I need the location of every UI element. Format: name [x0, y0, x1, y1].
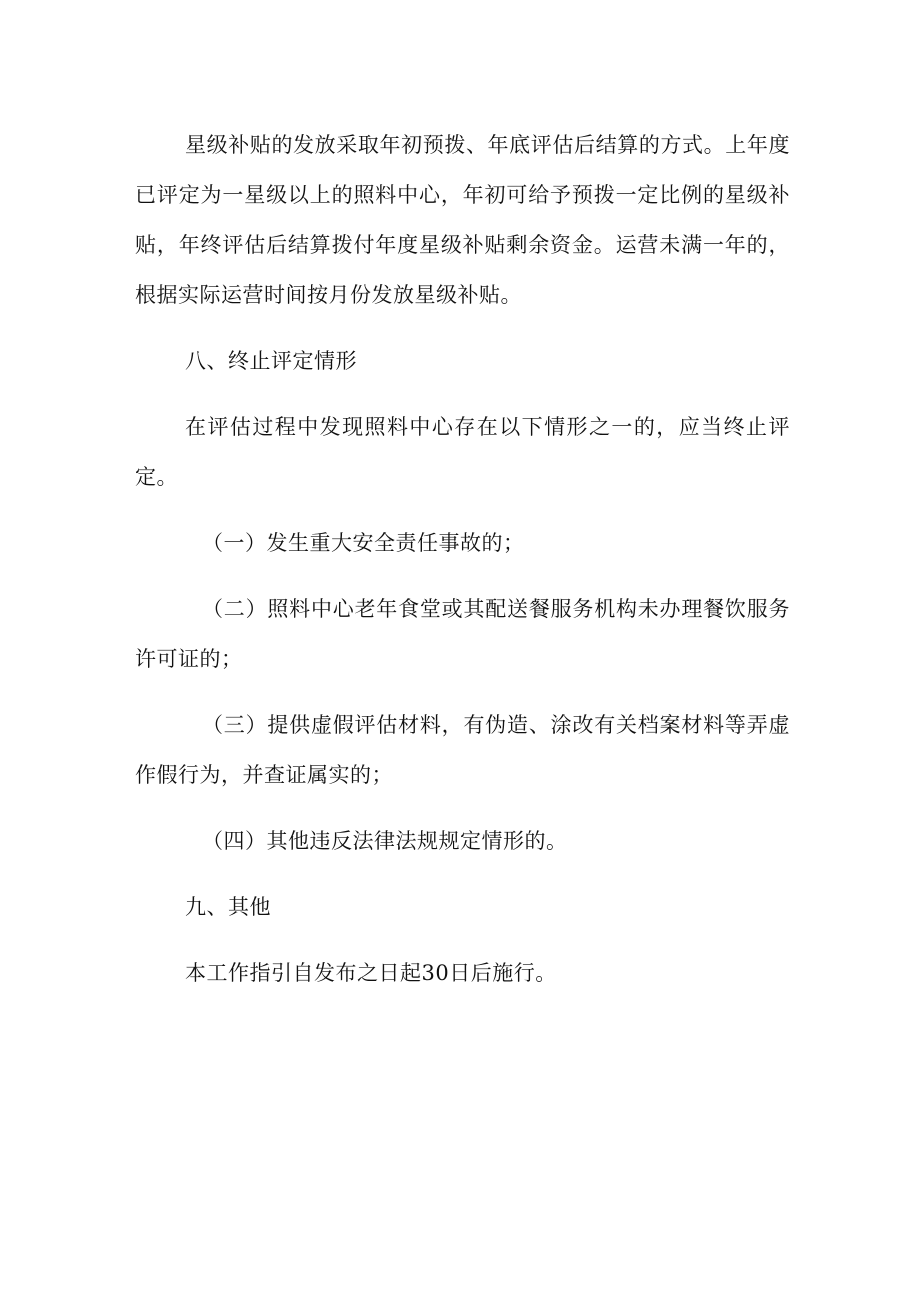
section-heading-termination: 八、终止评定情形 — [185, 349, 357, 373]
section-heading-other: 九、其他 — [185, 895, 271, 919]
paragraph-termination-intro: 在评估过程中发现照料中心存在以下情形之一的，应当终止评定。 — [135, 415, 790, 489]
list-item-2: （二）照料中心老年食堂或其配送餐服务机构未办理餐饮服务许可证的； — [135, 597, 790, 671]
paragraph-effective-date: 本工作指引自发布之日起30日后施行。 — [185, 961, 557, 985]
document-body — [135, 120, 790, 1014]
list-item-4: （四）其他违反法律法规规定情形的。 — [202, 829, 568, 853]
paragraph-star-subsidy: 星级补贴的发放采取年初预拨、年底评估后结算的方式。上年度已评定为一星级以上的照料中心，年初可给予预拨一定比例的星级补贴，年终评估后结算拨付年度星级补贴剩余资金。运营未满一年的，根据实际运营时间按月份发放星级补贴。 — [135, 133, 790, 307]
list-item-1: （一）发生重大安全责任事故的； — [202, 531, 525, 555]
list-item-3: （三）提供虚假评估材料，有伪造、涂改有关档案材料等弄虚作假行为，并查证属实的； — [135, 713, 790, 787]
